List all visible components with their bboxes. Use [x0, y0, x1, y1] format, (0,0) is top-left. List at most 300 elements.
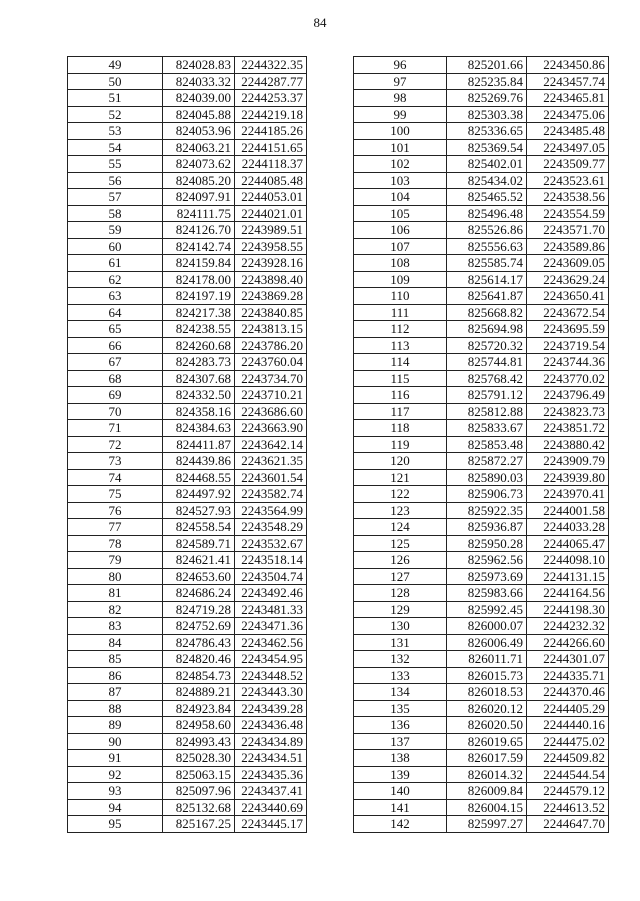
y-coordinate-cell: 2244544.54	[527, 766, 609, 783]
y-coordinate-cell: 2243734.70	[235, 370, 307, 387]
x-coordinate-cell: 824558.54	[163, 519, 235, 536]
table-row	[354, 205, 609, 222]
table-row	[354, 799, 609, 816]
table-row	[68, 535, 307, 552]
x-coordinate-cell: 824854.73	[163, 667, 235, 684]
x-coordinate-cell: 826011.71	[447, 651, 527, 668]
table-row	[354, 106, 609, 123]
x-coordinate-cell: 825906.73	[447, 486, 527, 503]
point-number-cell: 108	[354, 255, 447, 272]
point-number-cell: 132	[354, 651, 447, 668]
x-coordinate-cell: 825694.98	[447, 321, 527, 338]
table-row	[68, 601, 307, 618]
table-row	[68, 717, 307, 734]
x-coordinate-cell: 824073.62	[163, 156, 235, 173]
y-coordinate-cell: 2243439.28	[235, 700, 307, 717]
table-row	[68, 733, 307, 750]
y-coordinate-cell: 2244509.82	[527, 750, 609, 767]
point-number-cell: 81	[68, 585, 163, 602]
x-coordinate-cell: 825097.96	[163, 783, 235, 800]
x-coordinate-cell: 825962.56	[447, 552, 527, 569]
table-row	[354, 255, 609, 272]
table-row	[354, 321, 609, 338]
y-coordinate-cell: 2243840.85	[235, 304, 307, 321]
x-coordinate-cell: 825950.28	[447, 535, 527, 552]
table-row	[354, 519, 609, 536]
x-coordinate-cell: 824028.83	[163, 57, 235, 74]
table-row	[68, 90, 307, 107]
table-row	[68, 618, 307, 635]
point-number-cell: 57	[68, 189, 163, 206]
y-coordinate-cell: 2243437.41	[235, 783, 307, 800]
table-row	[68, 667, 307, 684]
y-coordinate-cell: 2244085.48	[235, 172, 307, 189]
x-coordinate-cell: 825434.02	[447, 172, 527, 189]
table-row	[68, 568, 307, 585]
y-coordinate-cell: 2243589.86	[527, 238, 609, 255]
y-coordinate-cell: 2243564.99	[235, 502, 307, 519]
y-coordinate-cell: 2243475.06	[527, 106, 609, 123]
table-row	[68, 73, 307, 90]
y-coordinate-cell: 2243471.36	[235, 618, 307, 635]
x-coordinate-cell: 825465.52	[447, 189, 527, 206]
table-row	[354, 436, 609, 453]
x-coordinate-cell: 824126.70	[163, 222, 235, 239]
y-coordinate-cell: 2243523.61	[527, 172, 609, 189]
y-coordinate-cell: 2243436.48	[235, 717, 307, 734]
x-coordinate-cell: 825303.38	[447, 106, 527, 123]
point-number-cell: 65	[68, 321, 163, 338]
x-coordinate-cell: 825668.82	[447, 304, 527, 321]
x-coordinate-cell: 826000.07	[447, 618, 527, 635]
y-coordinate-cell: 2244164.56	[527, 585, 609, 602]
table-row	[354, 403, 609, 420]
point-number-cell: 112	[354, 321, 447, 338]
table-row	[354, 90, 609, 107]
y-coordinate-cell: 2243465.81	[527, 90, 609, 107]
y-coordinate-cell: 2243686.60	[235, 403, 307, 420]
point-number-cell: 110	[354, 288, 447, 305]
table-row	[354, 766, 609, 783]
table-row	[68, 783, 307, 800]
table-row	[68, 436, 307, 453]
point-number-cell: 62	[68, 271, 163, 288]
point-number-cell: 87	[68, 684, 163, 701]
point-number-cell: 121	[354, 469, 447, 486]
point-number-cell: 56	[68, 172, 163, 189]
point-number-cell: 76	[68, 502, 163, 519]
table-row	[354, 651, 609, 668]
x-coordinate-cell: 825997.27	[447, 816, 527, 833]
point-number-cell: 103	[354, 172, 447, 189]
table-row	[68, 370, 307, 387]
y-coordinate-cell: 2243629.24	[527, 271, 609, 288]
point-number-cell: 55	[68, 156, 163, 173]
y-coordinate-cell: 2244118.37	[235, 156, 307, 173]
y-coordinate-cell: 2243445.17	[235, 816, 307, 833]
point-number-cell: 130	[354, 618, 447, 635]
y-coordinate-cell: 2243898.40	[235, 271, 307, 288]
y-coordinate-cell: 2244440.16	[527, 717, 609, 734]
x-coordinate-cell: 825556.63	[447, 238, 527, 255]
table-row	[68, 255, 307, 272]
y-coordinate-cell: 2243434.51	[235, 750, 307, 767]
table-row	[354, 222, 609, 239]
y-coordinate-cell: 2243869.28	[235, 288, 307, 305]
point-number-cell: 94	[68, 799, 163, 816]
x-coordinate-cell: 824752.69	[163, 618, 235, 635]
x-coordinate-cell: 826018.53	[447, 684, 527, 701]
point-number-cell: 125	[354, 535, 447, 552]
point-number-cell: 50	[68, 73, 163, 90]
y-coordinate-cell: 2244647.70	[527, 816, 609, 833]
y-coordinate-cell: 2243851.72	[527, 420, 609, 437]
y-coordinate-cell: 2244033.28	[527, 519, 609, 536]
point-number-cell: 71	[68, 420, 163, 437]
table-row	[68, 469, 307, 486]
x-coordinate-cell: 825585.74	[447, 255, 527, 272]
x-coordinate-cell: 824045.88	[163, 106, 235, 123]
point-number-cell: 133	[354, 667, 447, 684]
table-row	[68, 238, 307, 255]
x-coordinate-cell: 825235.84	[447, 73, 527, 90]
table-row	[354, 816, 609, 833]
x-coordinate-cell: 825167.25	[163, 816, 235, 833]
y-coordinate-cell: 2243532.67	[235, 535, 307, 552]
table-row	[68, 634, 307, 651]
table-row	[68, 205, 307, 222]
y-coordinate-cell: 2243719.54	[527, 337, 609, 354]
x-coordinate-cell: 824053.96	[163, 123, 235, 140]
point-number-cell: 80	[68, 568, 163, 585]
point-number-cell: 96	[354, 57, 447, 74]
x-coordinate-cell: 824307.68	[163, 370, 235, 387]
point-number-cell: 51	[68, 90, 163, 107]
point-number-cell: 86	[68, 667, 163, 684]
point-number-cell: 105	[354, 205, 447, 222]
point-number-cell: 134	[354, 684, 447, 701]
point-number-cell: 90	[68, 733, 163, 750]
y-coordinate-cell: 2243880.42	[527, 436, 609, 453]
point-number-cell: 91	[68, 750, 163, 767]
x-coordinate-cell: 826020.12	[447, 700, 527, 717]
y-coordinate-cell: 2243497.05	[527, 139, 609, 156]
point-number-cell: 122	[354, 486, 447, 503]
point-number-cell: 82	[68, 601, 163, 618]
x-coordinate-cell: 826019.65	[447, 733, 527, 750]
point-number-cell: 127	[354, 568, 447, 585]
point-number-cell: 123	[354, 502, 447, 519]
table-row	[68, 651, 307, 668]
y-coordinate-cell: 2243450.86	[527, 57, 609, 74]
y-coordinate-cell: 2243434.89	[235, 733, 307, 750]
point-number-cell: 109	[354, 271, 447, 288]
y-coordinate-cell: 2244198.30	[527, 601, 609, 618]
x-coordinate-cell: 824589.71	[163, 535, 235, 552]
point-number-cell: 93	[68, 783, 163, 800]
point-number-cell: 63	[68, 288, 163, 305]
x-coordinate-cell: 824063.21	[163, 139, 235, 156]
x-coordinate-cell: 825791.12	[447, 387, 527, 404]
table-row	[68, 453, 307, 470]
table-row	[354, 535, 609, 552]
point-number-cell: 54	[68, 139, 163, 156]
coordinates-table-right	[353, 56, 609, 833]
point-number-cell: 97	[354, 73, 447, 90]
table-row	[354, 486, 609, 503]
y-coordinate-cell: 2243462.56	[235, 634, 307, 651]
table-row	[354, 156, 609, 173]
table-row	[68, 684, 307, 701]
point-number-cell: 113	[354, 337, 447, 354]
x-coordinate-cell: 824178.00	[163, 271, 235, 288]
point-number-cell: 92	[68, 766, 163, 783]
y-coordinate-cell: 2243786.20	[235, 337, 307, 354]
y-coordinate-cell: 2244475.02	[527, 733, 609, 750]
x-coordinate-cell: 825336.65	[447, 123, 527, 140]
table-row	[354, 634, 609, 651]
point-number-cell: 60	[68, 238, 163, 255]
x-coordinate-cell: 825269.76	[447, 90, 527, 107]
x-coordinate-cell: 824085.20	[163, 172, 235, 189]
y-coordinate-cell: 2243448.52	[235, 667, 307, 684]
point-number-cell: 128	[354, 585, 447, 602]
x-coordinate-cell: 826009.84	[447, 783, 527, 800]
x-coordinate-cell: 824097.91	[163, 189, 235, 206]
point-number-cell: 107	[354, 238, 447, 255]
table-row	[354, 469, 609, 486]
table-row	[68, 816, 307, 833]
x-coordinate-cell: 824411.87	[163, 436, 235, 453]
y-coordinate-cell: 2243710.21	[235, 387, 307, 404]
table-row	[68, 337, 307, 354]
x-coordinate-cell: 824142.74	[163, 238, 235, 255]
point-number-cell: 117	[354, 403, 447, 420]
table-row	[354, 387, 609, 404]
y-coordinate-cell: 2243440.69	[235, 799, 307, 816]
table-row	[354, 172, 609, 189]
x-coordinate-cell: 825132.68	[163, 799, 235, 816]
y-coordinate-cell: 2243823.73	[527, 403, 609, 420]
y-coordinate-cell: 2243601.54	[235, 469, 307, 486]
y-coordinate-cell: 2244021.01	[235, 205, 307, 222]
y-coordinate-cell: 2243970.41	[527, 486, 609, 503]
table-row	[68, 585, 307, 602]
x-coordinate-cell: 826020.50	[447, 717, 527, 734]
table-row	[68, 222, 307, 239]
y-coordinate-cell: 2243744.36	[527, 354, 609, 371]
table-row	[354, 238, 609, 255]
point-number-cell: 79	[68, 552, 163, 569]
point-number-cell: 78	[68, 535, 163, 552]
point-number-cell: 120	[354, 453, 447, 470]
table-row	[354, 189, 609, 206]
x-coordinate-cell: 824238.55	[163, 321, 235, 338]
table-row	[68, 700, 307, 717]
point-number-cell: 138	[354, 750, 447, 767]
table-row	[354, 717, 609, 734]
x-coordinate-cell: 824993.43	[163, 733, 235, 750]
x-coordinate-cell: 824923.84	[163, 700, 235, 717]
point-number-cell: 124	[354, 519, 447, 536]
x-coordinate-cell: 825641.87	[447, 288, 527, 305]
y-coordinate-cell: 2243481.33	[235, 601, 307, 618]
point-number-cell: 135	[354, 700, 447, 717]
y-coordinate-cell: 2243909.79	[527, 453, 609, 470]
x-coordinate-cell: 824719.28	[163, 601, 235, 618]
y-coordinate-cell: 2244001.58	[527, 502, 609, 519]
x-coordinate-cell: 824260.68	[163, 337, 235, 354]
table-row	[68, 288, 307, 305]
table-row	[68, 354, 307, 371]
table-row	[354, 700, 609, 717]
x-coordinate-cell: 826006.49	[447, 634, 527, 651]
y-coordinate-cell: 2244370.46	[527, 684, 609, 701]
y-coordinate-cell: 2244098.10	[527, 552, 609, 569]
table-row	[354, 783, 609, 800]
x-coordinate-cell: 824497.92	[163, 486, 235, 503]
point-number-cell: 77	[68, 519, 163, 536]
point-number-cell: 99	[354, 106, 447, 123]
y-coordinate-cell: 2243571.70	[527, 222, 609, 239]
y-coordinate-cell: 2243663.90	[235, 420, 307, 437]
table-row	[68, 304, 307, 321]
x-coordinate-cell: 825872.27	[447, 453, 527, 470]
table-row	[68, 519, 307, 536]
point-number-cell: 126	[354, 552, 447, 569]
point-number-cell: 85	[68, 651, 163, 668]
table-row	[354, 271, 609, 288]
point-number-cell: 115	[354, 370, 447, 387]
point-number-cell: 129	[354, 601, 447, 618]
point-number-cell: 139	[354, 766, 447, 783]
point-number-cell: 52	[68, 106, 163, 123]
point-number-cell: 89	[68, 717, 163, 734]
table-row	[354, 57, 609, 74]
x-coordinate-cell: 824384.63	[163, 420, 235, 437]
point-number-cell: 102	[354, 156, 447, 173]
x-coordinate-cell: 824197.19	[163, 288, 235, 305]
y-coordinate-cell: 2243760.04	[235, 354, 307, 371]
point-number-cell: 141	[354, 799, 447, 816]
point-number-cell: 74	[68, 469, 163, 486]
y-coordinate-cell: 2243928.16	[235, 255, 307, 272]
x-coordinate-cell: 825853.48	[447, 436, 527, 453]
x-coordinate-cell: 824686.24	[163, 585, 235, 602]
x-coordinate-cell: 825992.45	[447, 601, 527, 618]
x-coordinate-cell: 826004.15	[447, 799, 527, 816]
y-coordinate-cell: 2243518.14	[235, 552, 307, 569]
table-row	[68, 799, 307, 816]
x-coordinate-cell: 824159.84	[163, 255, 235, 272]
table-row	[354, 337, 609, 354]
point-number-cell: 64	[68, 304, 163, 321]
coordinates-table-left	[67, 56, 307, 833]
table-row	[68, 172, 307, 189]
table-row	[354, 304, 609, 321]
point-number-cell: 67	[68, 354, 163, 371]
point-number-cell: 58	[68, 205, 163, 222]
x-coordinate-cell: 826015.73	[447, 667, 527, 684]
table-row	[354, 139, 609, 156]
y-coordinate-cell: 2244151.65	[235, 139, 307, 156]
x-coordinate-cell: 825369.54	[447, 139, 527, 156]
y-coordinate-cell: 2243642.14	[235, 436, 307, 453]
x-coordinate-cell: 824786.43	[163, 634, 235, 651]
point-number-cell: 83	[68, 618, 163, 635]
point-number-cell: 137	[354, 733, 447, 750]
x-coordinate-cell: 824217.38	[163, 304, 235, 321]
point-number-cell: 75	[68, 486, 163, 503]
x-coordinate-cell: 825496.48	[447, 205, 527, 222]
y-coordinate-cell: 2243457.74	[527, 73, 609, 90]
point-number-cell: 119	[354, 436, 447, 453]
point-number-cell: 68	[68, 370, 163, 387]
y-coordinate-cell: 2243554.59	[527, 205, 609, 222]
table-row	[354, 502, 609, 519]
table-row	[68, 403, 307, 420]
x-coordinate-cell: 824283.73	[163, 354, 235, 371]
x-coordinate-cell: 824358.16	[163, 403, 235, 420]
table-row	[68, 106, 307, 123]
table-row	[354, 370, 609, 387]
y-coordinate-cell: 2243538.56	[527, 189, 609, 206]
table-row	[354, 453, 609, 470]
y-coordinate-cell: 2244613.52	[527, 799, 609, 816]
x-coordinate-cell: 825614.17	[447, 271, 527, 288]
x-coordinate-cell: 824958.60	[163, 717, 235, 734]
y-coordinate-cell: 2243695.59	[527, 321, 609, 338]
y-coordinate-cell: 2243443.30	[235, 684, 307, 701]
y-coordinate-cell: 2243454.95	[235, 651, 307, 668]
point-number-cell: 73	[68, 453, 163, 470]
page-number: 84	[313, 15, 327, 30]
point-number-cell: 100	[354, 123, 447, 140]
point-number-cell: 49	[68, 57, 163, 74]
x-coordinate-cell: 824439.86	[163, 453, 235, 470]
table-row	[354, 568, 609, 585]
x-coordinate-cell: 825402.01	[447, 156, 527, 173]
table-row	[354, 420, 609, 437]
x-coordinate-cell: 824527.93	[163, 502, 235, 519]
point-number-cell: 53	[68, 123, 163, 140]
y-coordinate-cell: 2243650.41	[527, 288, 609, 305]
table-row	[68, 321, 307, 338]
y-coordinate-cell: 2243582.74	[235, 486, 307, 503]
point-number-cell: 136	[354, 717, 447, 734]
point-number-cell: 98	[354, 90, 447, 107]
x-coordinate-cell: 825922.35	[447, 502, 527, 519]
point-number-cell: 84	[68, 634, 163, 651]
table-row	[68, 123, 307, 140]
y-coordinate-cell: 2244065.47	[527, 535, 609, 552]
point-number-cell: 59	[68, 222, 163, 239]
x-coordinate-cell: 825526.86	[447, 222, 527, 239]
table-row	[354, 123, 609, 140]
x-coordinate-cell: 826014.32	[447, 766, 527, 783]
point-number-cell: 116	[354, 387, 447, 404]
x-coordinate-cell: 825768.42	[447, 370, 527, 387]
table-row	[354, 667, 609, 684]
y-coordinate-cell: 2243939.80	[527, 469, 609, 486]
x-coordinate-cell: 825744.81	[447, 354, 527, 371]
x-coordinate-cell: 824468.55	[163, 469, 235, 486]
y-coordinate-cell: 2243548.29	[235, 519, 307, 536]
table-row	[68, 420, 307, 437]
point-number-cell: 131	[354, 634, 447, 651]
y-coordinate-cell: 2244266.60	[527, 634, 609, 651]
x-coordinate-cell: 825201.66	[447, 57, 527, 74]
